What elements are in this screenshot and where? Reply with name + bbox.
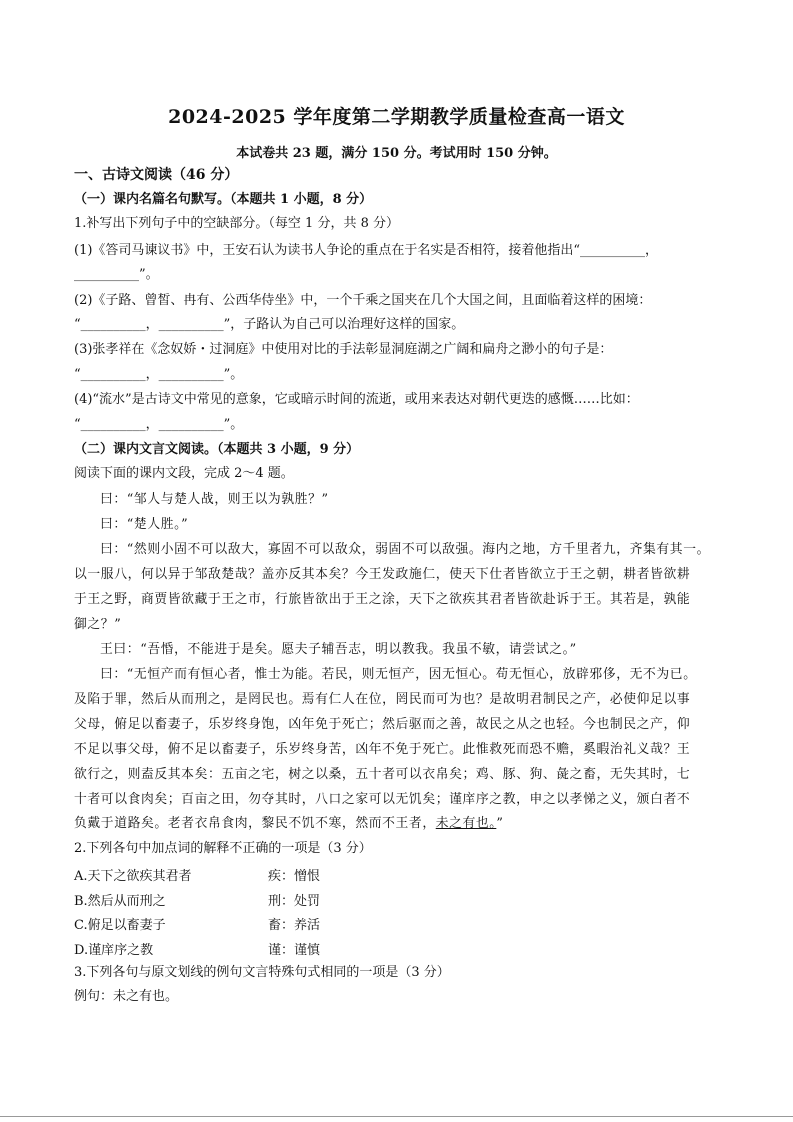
reading-instruction: 阅读下面的课内文段，完成 2～4 题。 xyxy=(74,466,294,481)
section-heading: 一、古诗文阅读（46 分） xyxy=(74,167,239,183)
example-sentence: 例句：未之有也。 xyxy=(74,989,179,1004)
exam-subtitle: 本试卷共 23 题，满分 150 分。考试用时 150 分钟。 xyxy=(236,146,557,161)
passage-line: 十者可以食肉矣；百亩之田，勿夺其时，八口之家可以无饥矣；谨庠序之教，申之以孝悌之义，颁白者不 xyxy=(74,792,691,807)
passage-line: 御之？” xyxy=(74,617,122,632)
underlined-example-sentence: 未之有也。 xyxy=(435,816,497,831)
passage-line: 曰：“无恒产而有恒心者，惟士为能。若民，则无恒产，因无恒心。苟无恒心，放辟邪侈，无不为已。 xyxy=(100,667,697,682)
passage-line: 曰：“楚人胜。” xyxy=(100,517,189,532)
fill-item: (1)《答司马谏议书》中，王安石认为读书人争论的重点在于名实是否相符，接着他指出“__________， xyxy=(74,243,659,258)
fill-item: (2)《子路、曾皙、冉有、公西华侍坐》中，一个千乘之国夹在几个大国之间，且面临着这样的困境： xyxy=(74,293,652,308)
option-sentence: A.天下之欲疾其君者 xyxy=(74,869,192,884)
option-explanation: 疾：憎恨 xyxy=(268,869,321,884)
option-sentence: D.谨庠序之教 xyxy=(74,943,154,958)
fill-item: __________”。 xyxy=(74,267,159,282)
passage-line: 父母，俯足以畜妻子，乐岁终身饱，凶年免于死亡；然后驱而之善，故民之从之也轻。今也制民之产，仰 xyxy=(74,717,691,732)
passage-line: 不足以事父母，俯不足以畜妻子，乐岁终身苦，凶年不免于死亡。此惟救死而恐不赡，奚暇治礼义哉？王 xyxy=(74,742,691,757)
option-explanation: 谨：谨慎 xyxy=(268,943,321,958)
passage-line-final xyxy=(74,815,724,833)
passage-text: 负戴于道路矣。老者衣帛食肉，黎民不饥不寒，然而不王者， xyxy=(74,816,436,831)
option-sentence: C.俯足以畜妻子 xyxy=(74,918,166,933)
question-2: 2.下列各句中加点词的解释不正确的一项是（3 分） xyxy=(74,841,372,856)
passage-line: 曰：“邹人与楚人战，则王以为孰胜？” xyxy=(100,492,329,507)
fill-item: (4)“流水”是古诗文中常见的意象，它或暗示时间的流逝，或用来表达对朝代更迭的感慨……比如： xyxy=(74,392,639,407)
fill-item: “__________，__________”。 xyxy=(74,367,244,382)
part-heading: （二）课内文言文阅读。（本题共 3 小题，9 分） xyxy=(74,442,360,457)
fill-item: “__________，__________”，子路认为自己可以治理好这样的国家。 xyxy=(74,317,465,332)
page-bottom-divider xyxy=(0,1116,793,1117)
page-title: 2024-2025 学年度第二学期教学质量检查高一语文 xyxy=(168,106,625,128)
option-sentence: B.然后从而刑之 xyxy=(74,894,166,909)
option-explanation: 畜：养活 xyxy=(268,918,321,933)
passage-line: 欲行之，则盍反其本矣：五亩之宅，树之以桑，五十者可以衣帛矣；鸡、豚、狗、彘之畜，无失其时，七 xyxy=(74,767,691,782)
passage-line: 曰：“然则小固不可以敌大，寡固不可以敌众，弱固不可以敌强。海内之地，方千里者九，齐集有其一。 xyxy=(100,542,711,557)
passage-line: 于王之野，商贾皆欲藏于王之市，行旅皆欲出于王之涂，天下之欲疾其君者皆欲赴诉于王。其若是，孰能 xyxy=(74,592,691,607)
question-1: 1.补写出下列句子中的空缺部分。（每空 1 分，共 8 分） xyxy=(74,216,399,231)
closing-quote: ” xyxy=(496,816,504,831)
fill-item: (3)张孝祥在《念奴娇・过洞庭》中使用对比的手法彰显洞庭湖之广阔和扁舟之渺小的句子是： xyxy=(74,342,613,357)
passage-line: 以一服八，何以异于邹敌楚哉？盖亦反其本矣？今王发政施仁，使天下仕者皆欲立于王之朝，耕者皆欲耕 xyxy=(74,567,691,582)
fill-item: “__________，__________”。 xyxy=(74,417,244,432)
option-explanation: 刑：处罚 xyxy=(268,894,321,909)
question-3: 3.下列各句与原文划线的例句文言特殊句式相同的一项是（3 分） xyxy=(74,965,450,980)
passage-line: 王曰：“吾惛，不能进于是矣。愿夫子辅吾志，明以教我。我虽不敏，请尝试之。” xyxy=(100,642,577,657)
passage-line: 及陷于罪，然后从而刑之，是罔民也。焉有仁人在位，罔民而可为也？是故明君制民之产，必使仰足以事 xyxy=(74,692,691,707)
part-heading: （一）课内名篇名句默写。（本题共 1 小题，8 分） xyxy=(74,192,373,207)
